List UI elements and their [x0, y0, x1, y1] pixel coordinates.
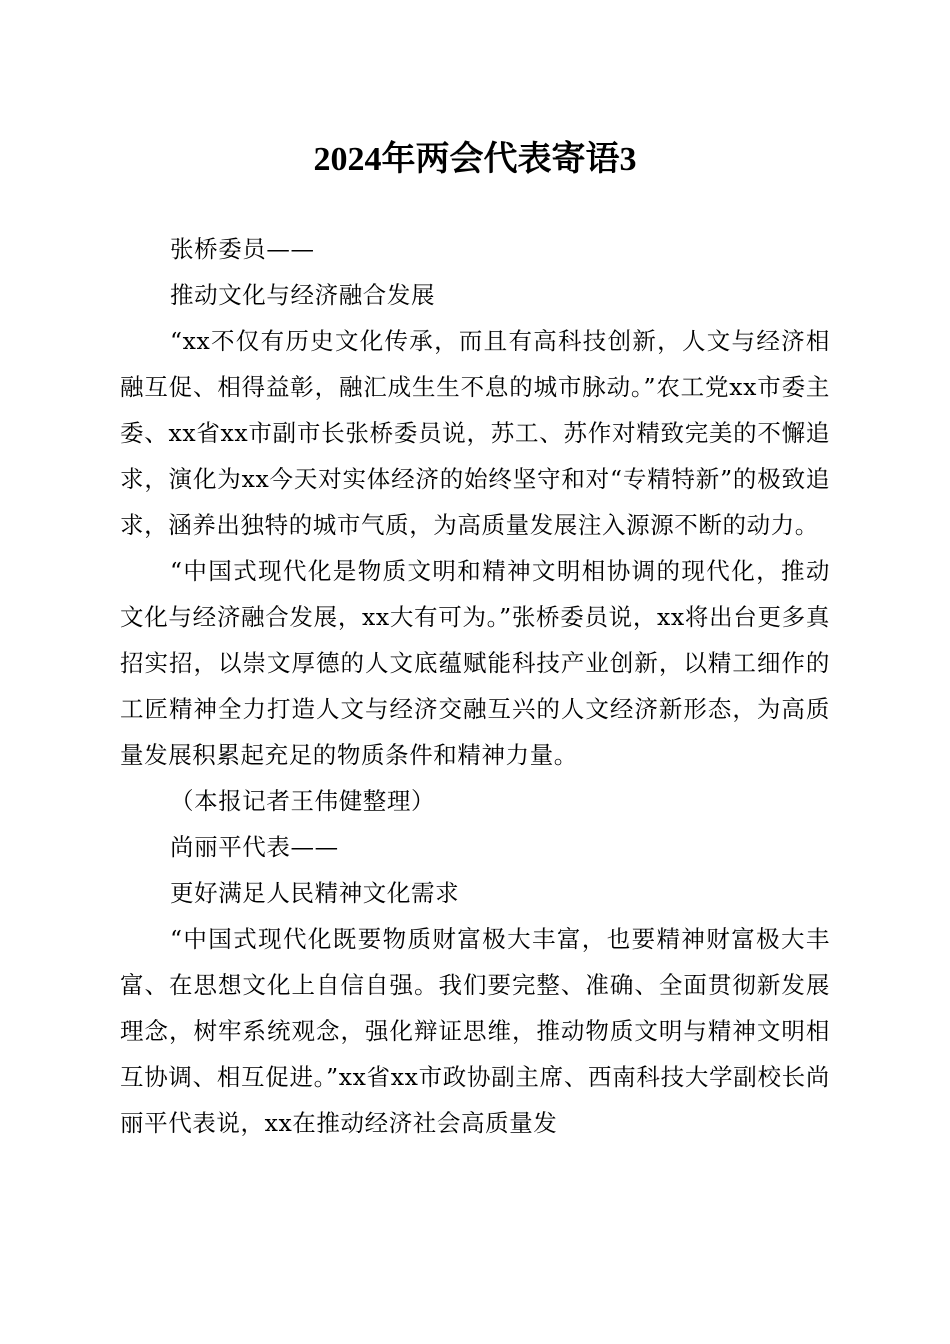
- paragraph-quote: “中国式现代化既要物质财富极大丰富，也要精神财富极大丰富、在思想文化上自信自强。我们要完整、准确、全面贯彻新发展理念，树牢系统观念，强化辩证思维，推动物质文明与精神文明相互协调、相互促进。”xx省xx市政协副主席、西南科技大学副校长尚丽平代表说，xx在推动经济社会高质量发: [120, 925, 830, 1137]
- paragraph-subheading: 推动文化与经济融合发展: [170, 281, 436, 309]
- paragraph-quote: “中国式现代化是物质文明和精神文明相协调的现代化，推动文化与经济融合发展，xx大有可为。”张桥委员说，xx将出台更多真招实招，以崇文厚德的人文底蕴赋能科技产业创新，以精工细作的工匠精神全力打造人文与经济交融互兴的人文经济新形态，为高质量发展积累起充足的物质条件和精神力量。: [120, 557, 830, 769]
- paragraph-subheading: 更好满足人民精神文化需求: [170, 879, 460, 907]
- document-title: 2024年两会代表寄语3: [313, 141, 637, 178]
- paragraph-quote: “xx不仅有历史文化传承，而且有高科技创新，人文与经济相融互促、相得益彰，融汇成生生不息的城市脉动。”农工党xx市委主委、xx省xx市副市长张桥委员说，苏工、苏作对精致完美的不懈追求，演化为xx今天对实体经济的始终坚守和对“专精特新”的极致追求，涵养出独特的城市气质，为高质量发展注入源源不断的动力。: [120, 327, 830, 539]
- document-body: [120, 226, 830, 1146]
- paragraph-member-name: 尚丽平代表——: [170, 833, 339, 861]
- paragraph-member-name: 张桥委员——: [170, 235, 315, 263]
- paragraph-reporter-note: （本报记者王伟健整理）: [170, 787, 436, 815]
